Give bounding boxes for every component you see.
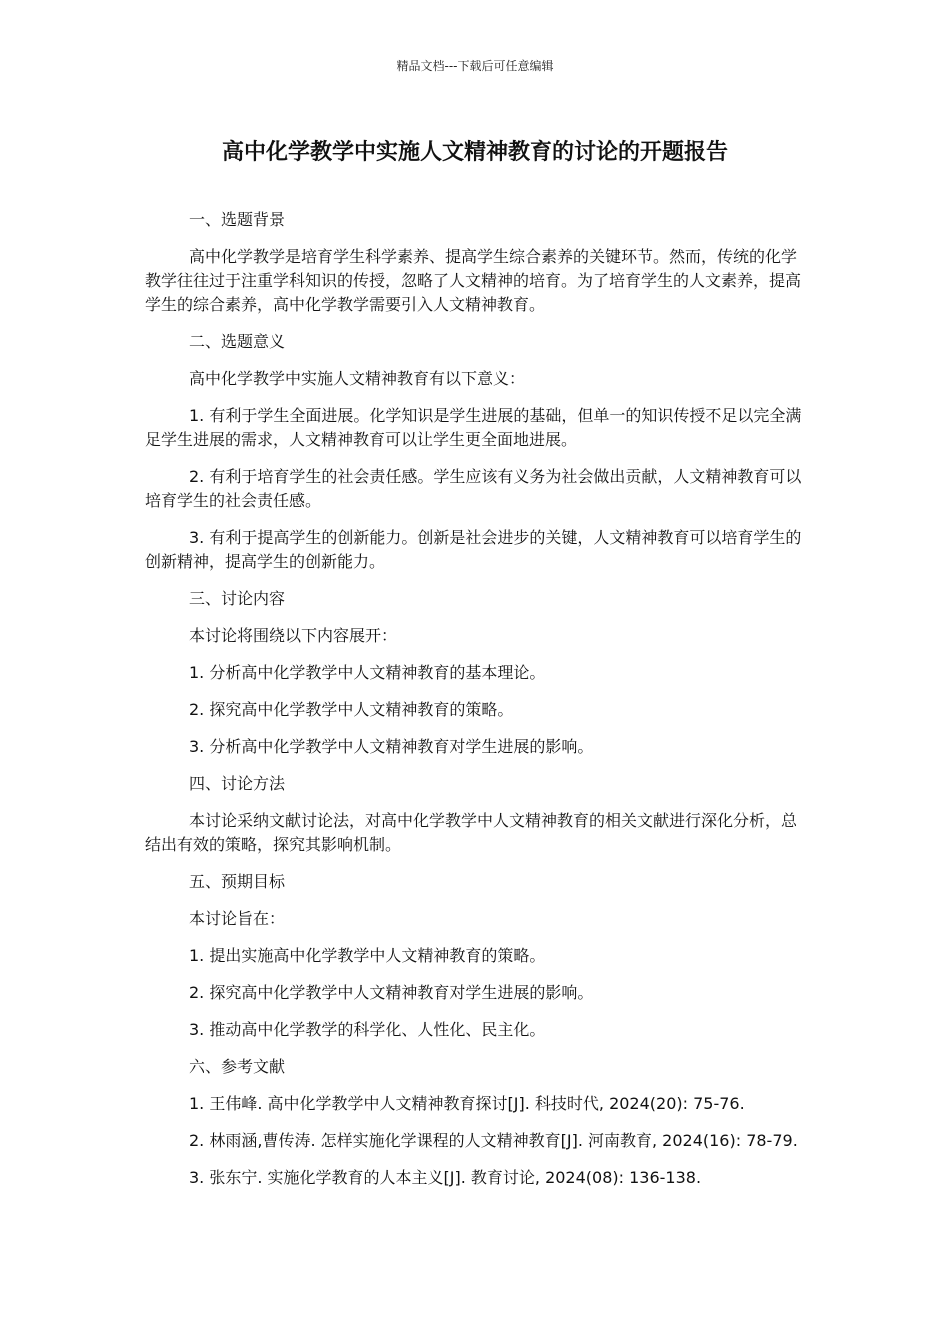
list-item-significance-3: 3. 有利于提高学生的创新能力。创新是社会进步的关键，人文精神教育可以培育学生的创新精神，提高学生的创新能力。	[145, 528, 802, 571]
paragraph-goals-intro: 本讨论旨在：	[189, 909, 286, 928]
list-item-content-3: 3. 分析高中化学教学中人文精神教育对学生进展的影响。	[189, 737, 594, 756]
section-heading-references: 六、参考文献	[189, 1057, 286, 1076]
reference-item-2: 2. 林雨涵,曹传涛. 怎样实施化学课程的人文精神教育[J]. 河南教育, 2024(16): 78-79.	[189, 1131, 798, 1150]
list-item-significance-1: 1. 有利于学生全面进展。化学知识是学生进展的基础，但单一的知识传授不足以完全满足学生进展的需求，人文精神教育可以让学生更全面地进展。	[145, 406, 802, 449]
list-item-content-1: 1. 分析高中化学教学中人文精神教育的基本理论。	[189, 663, 546, 682]
document-title: 高中化学教学中实施人文精神教育的讨论的开题报告	[221, 140, 728, 165]
list-item-goal-3: 3. 推动高中化学教学的科学化、人性化、民主化。	[189, 1020, 546, 1039]
paragraph-background: 高中化学教学是培育学生科学素养、提高学生综合素养的关键环节。然而，传统的化学教学往往过于注重学科知识的传授，忽略了人文精神的培育。为了培育学生的人文素养，提高学生的综合素养，高中化学教学需要引入人文精神教育。	[145, 247, 802, 314]
section-heading-background: 一、选题背景	[189, 210, 286, 229]
page-header: 精品文档---下载后可任意编辑	[396, 59, 554, 73]
section-heading-significance: 二、选题意义	[189, 332, 286, 351]
section-heading-goals: 五、预期目标	[189, 872, 286, 891]
document-body	[145, 208, 807, 1203]
paragraph-significance-intro: 高中化学教学中实施人文精神教育有以下意义：	[189, 369, 526, 388]
list-item-goal-2: 2. 探究高中化学教学中人文精神教育对学生进展的影响。	[189, 983, 594, 1002]
list-item-content-2: 2. 探究高中化学教学中人文精神教育的策略。	[189, 700, 514, 719]
paragraph-method: 本讨论采纳文献讨论法，对高中化学教学中人文精神教育的相关文献进行深化分析，总结出有效的策略，探究其影响机制。	[145, 811, 798, 854]
reference-item-1: 1. 王伟峰. 高中化学教学中人文精神教育探讨[J]. 科技时代, 2024(20): 75-76.	[189, 1094, 745, 1113]
section-heading-method: 四、讨论方法	[189, 774, 286, 793]
section-heading-content: 三、讨论内容	[189, 589, 286, 608]
list-item-goal-1: 1. 提出实施高中化学教学中人文精神教育的策略。	[189, 946, 546, 965]
reference-item-3: 3. 张东宁. 实施化学教育的人本主义[J]. 教育讨论, 2024(08): 136-138.	[189, 1168, 702, 1187]
paragraph-content-intro: 本讨论将围绕以下内容展开：	[189, 626, 398, 645]
list-item-significance-2: 2. 有利于培育学生的社会责任感。学生应该有义务为社会做出贡献，人文精神教育可以培育学生的社会责任感。	[145, 467, 802, 510]
